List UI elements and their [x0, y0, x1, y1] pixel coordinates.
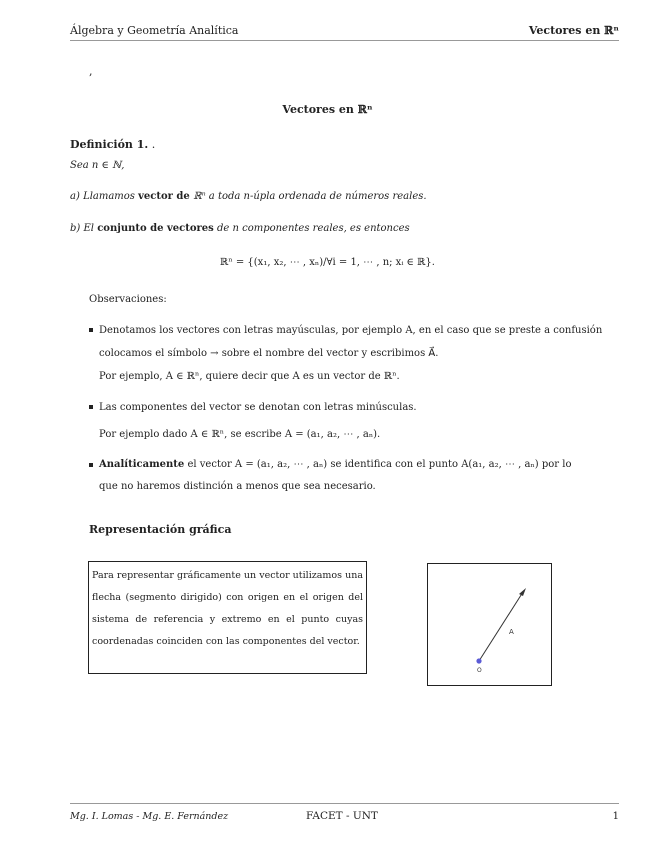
item-a-post: ℝⁿ a toda n-úpla ordenada de números reales.	[193, 191, 427, 202]
definition-suffix: .	[148, 138, 156, 151]
item-b-post: de n componentes reales, es entonces	[213, 223, 410, 234]
stray-comma: ,	[89, 65, 93, 78]
definition-label: Definición 1.	[70, 138, 149, 151]
header-chapter-title: Vectores en ℝⁿ	[528, 24, 619, 37]
page-title: Vectores en ℝⁿ	[282, 103, 373, 116]
page-number: 1	[612, 811, 619, 822]
vector-segment	[479, 592, 523, 661]
origin-label: O	[477, 667, 482, 674]
item-b-pre: El	[83, 223, 98, 234]
origin-point	[476, 658, 481, 663]
vector-diagram	[428, 564, 551, 685]
bullet3-line1	[99, 458, 572, 472]
section-title: Representación gráfica	[89, 523, 232, 536]
observations-label: Observaciones:	[89, 294, 167, 305]
bullet-marker	[89, 403, 97, 411]
item-a-marker: a)	[70, 191, 80, 202]
item-b-marker: b)	[70, 223, 81, 234]
bullet-marker	[89, 461, 97, 469]
footer-authors: Mg. I. Lomas - Mg. E. Fernández	[70, 811, 229, 822]
item-b-bold: conjunto de vectores	[97, 223, 214, 234]
bullet3-line1-text: el vector A = (a₁, a₂, ⋯ , aₙ) se identifica con el punto A(a₁, a₂, ⋯ , aₙ) por lo	[184, 459, 572, 470]
definition-heading	[70, 138, 155, 151]
item-a-bold: vector de	[138, 191, 194, 202]
item-a-pre: Llamamos	[83, 191, 139, 202]
header-course-title: Álgebra y Geometría Analítica	[70, 24, 239, 37]
footer-institution: FACET - UNT	[306, 810, 378, 822]
definition-item-b	[70, 223, 410, 234]
bullet2-line2: Por ejemplo dado A ∈ ℝⁿ, se escribe A = (a₁, a₂, ⋯ , aₙ).	[99, 429, 381, 440]
bullet3-line2: que no haremos distinción a menos que sea necesario.	[99, 481, 376, 492]
footer-divider	[70, 803, 619, 804]
bullet1-line1: Denotamos los vectores con letras mayúsculas, por ejemplo A, en el caso que se preste a confusión	[99, 325, 603, 336]
bullet2-line1: Las componentes del vector se denotan con letras minúsculas.	[99, 402, 417, 413]
bullet-marker	[89, 326, 97, 334]
vector-arrowhead	[519, 588, 526, 596]
set-formula: ℝⁿ = {(x₁, x₂, ⋯ , xₙ)/∀i = 1, ⋯ , n; xᵢ ∈ ℝ}.	[220, 257, 435, 268]
header-divider	[70, 40, 619, 41]
bullet1-line3: Por ejemplo, A ∈ ℝⁿ, quiere decir que A es un vector de ℝⁿ.	[99, 371, 400, 382]
explanation-box: Para representar gráficamente un vector utilizamos una flecha (segmento dirigido) con origen en el origen del sistema de referencia y extremo en el punto cuyas coordenadas coinciden con las componentes del vector.	[88, 561, 367, 674]
point-label: A	[509, 628, 514, 636]
definition-item-a	[70, 191, 427, 202]
bullet1-line2: colocamos el símbolo → sobre el nombre del vector y escribimos A⃗.	[99, 348, 439, 359]
vector-figure	[427, 563, 552, 686]
definition-intro: Sea n ∈ ℕ,	[70, 160, 125, 171]
bullet3-bold: Analíticamente	[99, 459, 185, 470]
